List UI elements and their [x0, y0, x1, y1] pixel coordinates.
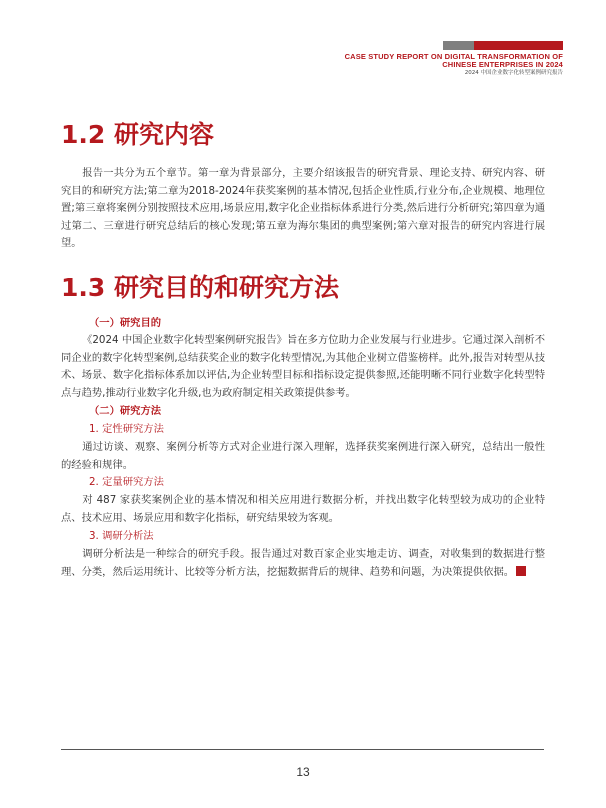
header-decoration-bars	[443, 41, 563, 50]
header-english-line-2: CHINESE ENTERPRISES IN 2024	[442, 60, 563, 69]
research-content-paragraph	[61, 165, 545, 253]
header-red-bar	[474, 41, 563, 50]
method-2-text: 对 487 家获奖案例企业的基本情况和相关应用进行数据分析，并找出数字化转型较为成功的企业特点、技术应用、场景应用和数字化指标，研究结果较为客观。	[61, 494, 545, 524]
running-header	[233, 53, 563, 77]
purpose-text: 《2024 中国企业数字化转型案例研究报告》旨在多方位助力企业发展与行业进步。它通过深入剖析不同企业的数字化转型案例,总结获奖企业的数字化转型情况,为其他企业树立借鉴榜样。此外,报告对转型从技术、场景、数字化指标体系加以评估,为企业转型目标和指标设定提供参照,还能明晰不同行业数字化转型特点与趋势,推动行业数字化升级,也为政府制定相关政策提供参考。	[61, 334, 545, 399]
method-1-label: 1. 定性研究方法	[89, 423, 164, 435]
header-gray-bar	[443, 41, 474, 50]
method-1-text: 通过访谈、观察、案例分析等方式对企业进行深入理解，选择获奖案例进行深入研究，总结出一般性的经验和规律。	[61, 441, 545, 471]
method-3-label: 3. 调研分析法	[89, 530, 154, 542]
section-title-purpose-and-methods: 1.3 研究目的和研究方法	[61, 273, 339, 302]
method-3-paragraph	[61, 546, 545, 581]
footer-divider	[61, 749, 544, 750]
section-title-research-content: 1.2 研究内容	[61, 120, 214, 149]
page-number: 13	[296, 765, 310, 779]
header-chinese-line: 2024 中国企业数字化转型案例研究报告	[464, 70, 563, 76]
purpose-heading: （一）研究目的	[89, 317, 162, 329]
methods-heading: （二）研究方法	[89, 405, 162, 417]
header-english-line-1: CASE STUDY REPORT ON DIGITAL TRANSFORMATION OF	[344, 52, 563, 61]
research-content-text: 报告一共分为五个章节。第一章为背景部分，主要介绍该报告的研究背景、理论支持、研究内容、研究目的和研究方法;第二章为2018-2024年获奖案例的基本情况,包括企业性质,行业分布,企业规模、地理位置;第三章将案例分别按照技术应用,场景应用,数字化企业指标体系进行分类,然后进行分析研究;第四章为通过第二、三章进行研究总结后的核心发现;第五章为海尔集团的典型案例;第六章对报告的研究内容进行展望。	[61, 167, 545, 250]
method-1-paragraph	[61, 439, 545, 474]
purpose-paragraph	[61, 332, 545, 402]
method-2-label: 2. 定量研究方法	[89, 476, 164, 488]
section-end-marker	[516, 566, 526, 576]
method-3-text: 调研分析法是一种综合的研究手段。报告通过对数百家企业实地走访、调查，对收集到的数据进行整理、分类，然后运用统计、比较等分析方法，挖掘数据背后的规律、趋势和问题，为决策提供依据。	[61, 548, 545, 578]
method-2-paragraph	[61, 492, 545, 527]
